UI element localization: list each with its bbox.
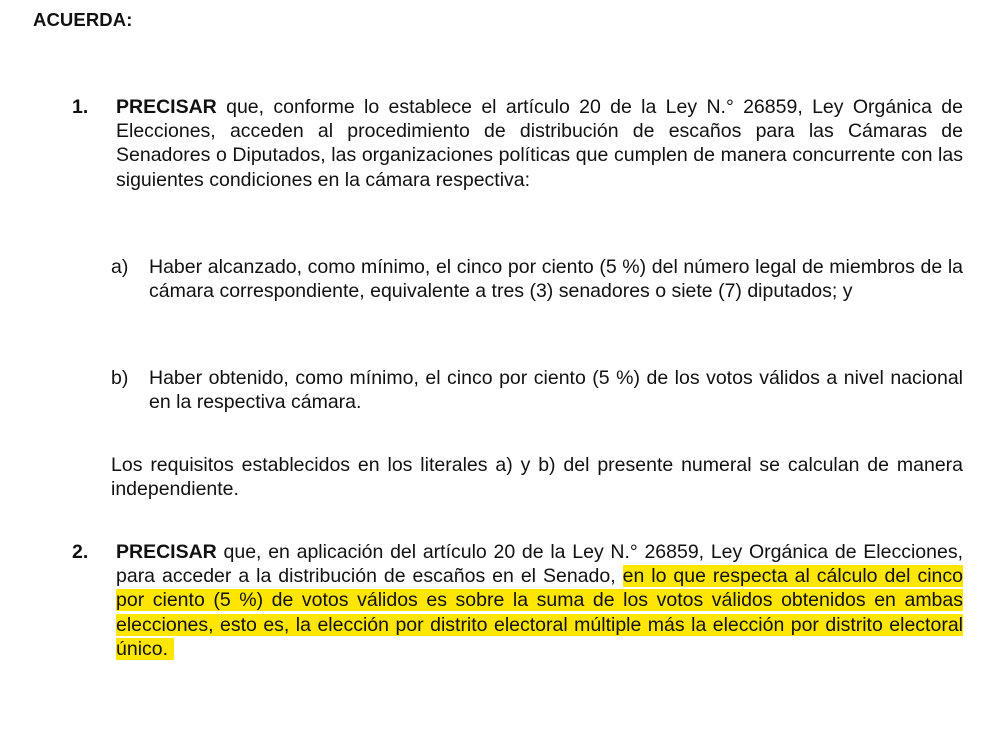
item-note: Los requisitos establecidos en los literales a) y b) del presente numeral se calculan de manera independiente. — [111, 454, 963, 501]
item-keyword: PRECISAR — [116, 541, 217, 563]
subitem-letter: a) — [111, 256, 129, 278]
item-body — [116, 540, 963, 661]
item-keyword: PRECISAR — [116, 96, 217, 118]
item-body — [116, 95, 963, 192]
subitem-text: Haber obtenido, como mínimo, el cinco por ciento (5 %) de los votos válidos a nivel nacional en la respectiva cámara. — [149, 367, 963, 414]
subitem-text: Haber alcanzado, como mínimo, el cinco por ciento (5 %) del número legal de miembros de la cámara correspondiente, equivalente a tres (3) senadores o siete (7) diputados; y — [149, 256, 963, 303]
item-number: 2. — [72, 541, 89, 563]
subitem-a — [111, 255, 963, 303]
heading-acuerda: ACUERDA: — [33, 9, 133, 30]
item-text: que, conforme lo establece el artículo 20 de la Ley N.° 26859, Ley Orgánica de Elecciones, acceden al procedimiento de distribución de escaños para las Cámaras de Senadores o Diputados, las organizaciones políticas que cumplen de manera concurrente con las siguientes condiciones en la cámara respectiva: — [116, 96, 963, 191]
subitem-b — [111, 366, 963, 414]
agreement-item-2 — [72, 540, 963, 661]
agreement-item-1 — [72, 95, 963, 192]
item-number: 1. — [72, 96, 89, 118]
subitem-letter: b) — [111, 367, 129, 389]
item-text: que, en aplicación del artículo 20 de la Ley N.° 26859, Ley Orgánica de Elecciones, para acceder a la distribución de escaños en el Senado, — [116, 541, 963, 588]
highlighted-text: en lo que respecta al cálculo del cinco por ciento (5 %) de votos válidos es sobre la suma de los votos válidos obtenidos en ambas elecciones, esto es, la elección por distrito electoral múltiple más la elección por distrito electoral único. — [116, 565, 963, 660]
